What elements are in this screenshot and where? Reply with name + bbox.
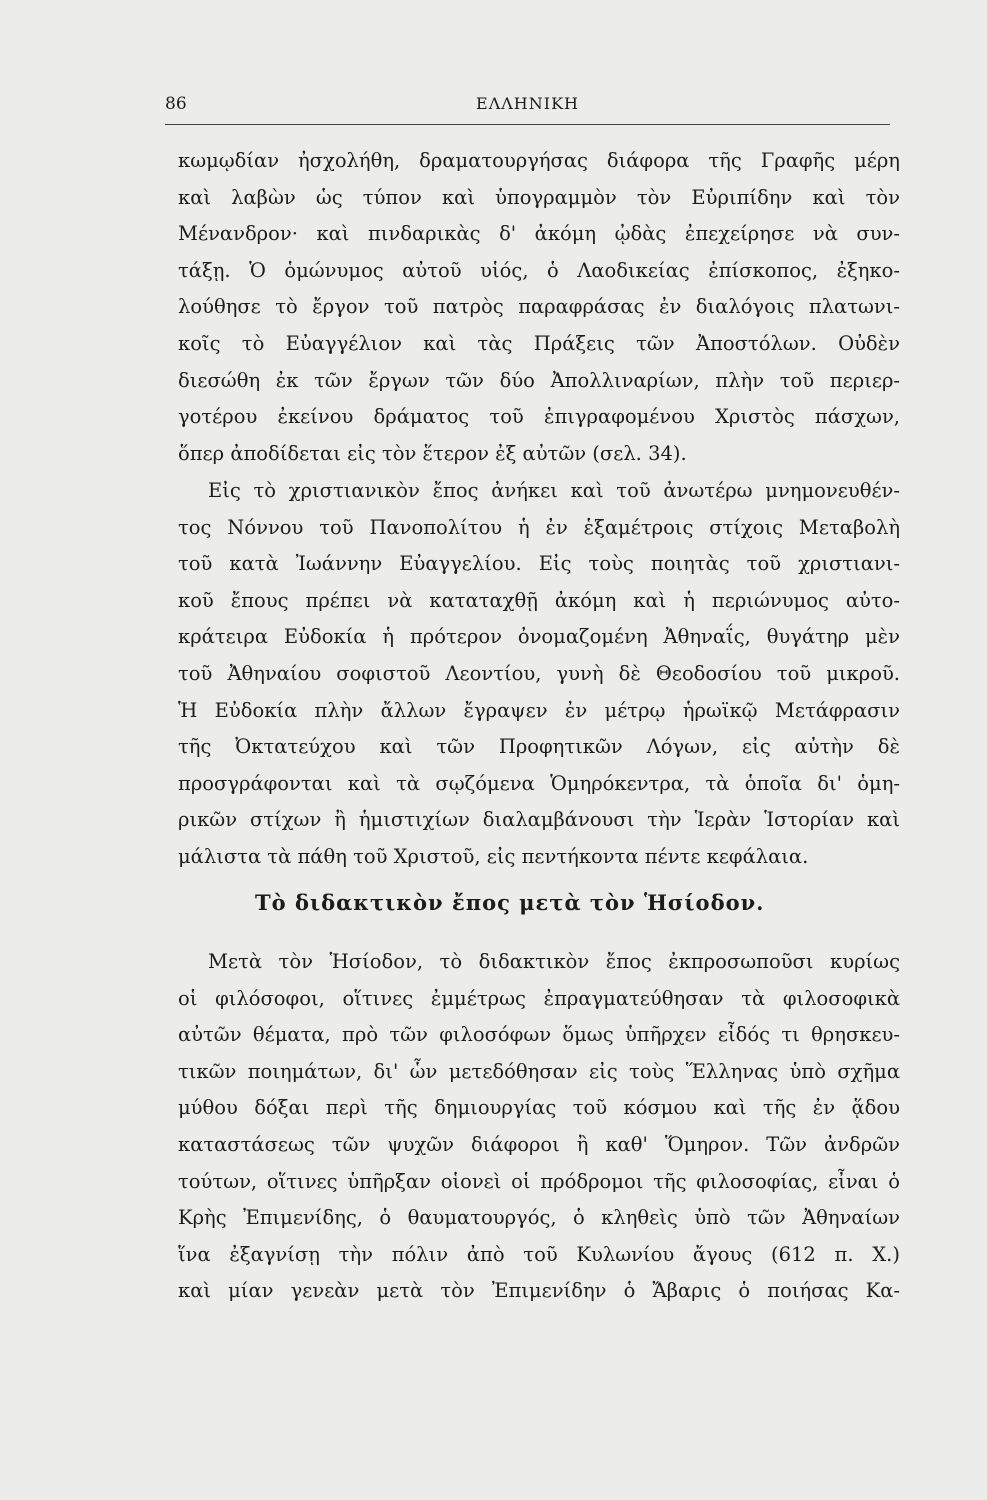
paragraph-one [178, 143, 900, 472]
paragraph-three [178, 944, 900, 1310]
text-line: τος Νόννου τοῦ Πανοπολίτου ἡ ἐν ἑξαμέτροις στίχοις Μεταβολὴ [178, 515, 900, 539]
text-line: προσγράφονται καὶ τὰ σῳζόμενα Ὁμηρόκεντρα, τὰ ὁποῖα δι' ὁμη- [178, 771, 900, 795]
text-line: κοῦ ἔπους πρέπει νὰ καταταχθῇ ἀκόμη καὶ ἡ περιώνυμος αὐτο- [178, 588, 900, 612]
text-line: Μετὰ τὸν Ἡσίοδον, τὸ διδακτικὸν ἔπος ἐκπροσωποῦσι κυρίως [208, 950, 900, 973]
text-line: τούτων, οἵτινες ὑπῆρξαν οἱονεὶ οἱ πρόδρομοι τῆς φιλοσοφίας, εἶναι ὁ [178, 1169, 900, 1193]
text-line: καὶ λαβὼν ὡς τύπον καὶ ὑπογραμμὸν τὸν Εὐριπίδην καὶ τὸν [178, 185, 900, 209]
section-heading: Τὸ διδακτικὸν ἔπος μετὰ τὸν Ἡσίοδον. [255, 890, 765, 915]
page-number: 86 [165, 94, 187, 114]
header-rule [165, 124, 890, 125]
text-line: μύθου δόξαι περὶ τῆς δημιουργίας τοῦ κόσμου καὶ τῆς ἐν ᾅδου [178, 1096, 900, 1120]
text-line: κοῖς τὸ Εὐαγγέλιον καὶ τὰς Πράξεις τῶν Ἀποστόλων. Οὐδὲν [178, 331, 900, 355]
text-line: τοῦ κατὰ Ἰωάννην Εὐαγγελίου. Εἰς τοὺς ποιητὰς τοῦ χριστιανι- [178, 552, 900, 576]
text-line: τικῶν ποιημάτων, δι' ὧν μετεδόθησαν εἰς τοὺς Ἕλληνας ὑπὸ σχῆμα [178, 1059, 900, 1083]
text-line: Κρὴς Ἐπιμενίδης, ὁ θαυματουργός, ὁ κληθεὶς ὑπὸ τῶν Ἀθηναίων [178, 1206, 900, 1230]
text-line: τάξῃ. Ὁ ὁμώνυμος αὐτοῦ υἱός, ὁ Λαοδικείας ἐπίσκοπος, ἐξηκο- [178, 258, 900, 282]
text-line: τοῦ Ἀθηναίου σοφιστοῦ Λεοντίου, γυνὴ δὲ Θεοδοσίου τοῦ μικροῦ. [178, 661, 900, 685]
text-line: γοτέρου ἐκείνου δράματος τοῦ ἐπιγραφομένου Χριστὸς πάσχων, [178, 405, 900, 429]
text-line: αὐτῶν θέματα, πρὸ τῶν φιλοσόφων ὅμως ὑπῆρχεν εἶδός τι θρησκευ- [178, 1023, 900, 1047]
text-line: μάλιστα τὰ πάθη τοῦ Χριστοῦ, εἰς πεντήκοντα πέντε κεφάλαια. [178, 844, 809, 868]
text-line: καταστάσεως τῶν ψυχῶν διάφοροι ἢ καθ' Ὅμηρον. Τῶν ἀνδρῶν [178, 1132, 900, 1156]
text-line: ἵνα ἐξαγνίσῃ τὴν πόλιν ἀπὸ τοῦ Κυλωνίου ἄγους (612 π. Χ.) [178, 1242, 900, 1266]
text-line: κωμῳδίαν ἠσχολήθη, δραματουργήσας διάφορα τῆς Γραφῆς μέρη [178, 149, 900, 172]
text-line: ὅπερ ἀποδίδεται εἰς τὸν ἕτερον ἐξ αὐτῶν (σελ. 34). [178, 441, 687, 465]
text-line: Ἡ Εὐδοκία πλὴν ἄλλων ἔγραψεν ἐν μέτρῳ ἡρωϊκῷ Μετάφρασιν [178, 698, 900, 722]
text-line: οἱ φιλόσοφοι, οἵτινες ἐμμέτρως ἐπραγματεύθησαν τὰ φιλοσοφικὰ [178, 986, 900, 1010]
text-line: λούθησε τὸ ἔργον τοῦ πατρὸς παραφράσας ἐν διαλόγοις πλατωνι- [178, 295, 900, 319]
page-header [165, 94, 890, 120]
text-line: τῆς Ὀκτατεύχου καὶ τῶν Προφητικῶν Λόγων, εἰς αὐτὴν δὲ [178, 735, 900, 759]
text-line: ρικῶν στίχων ἢ ἡμιστιχίων διαλαμβάνουσι τὴν Ἱερὰν Ἱστορίαν καὶ [178, 808, 900, 832]
paragraph-two [178, 473, 900, 876]
text-line: Μένανδρον· καὶ πινδαρικὰς δ' ἀκόμη ᾠδὰς ἐπεχείρησε νὰ συν- [178, 222, 900, 246]
text-line: κράτειρα Εὐδοκία ἡ πρότερον ὀνομαζομένη Ἀθηναΐς, θυγάτηρ μὲν [178, 625, 900, 649]
text-line: διεσώθη ἐκ τῶν ἔργων τῶν δύο Ἀπολλιναρίων, πλὴν τοῦ περιερ- [178, 368, 900, 392]
text-line: καὶ μίαν γενεὰν μετὰ τὸν Ἐπιμενίδην ὁ Ἄβαρις ὁ ποιήσας Κα- [178, 1279, 900, 1303]
text-line: Εἰς τὸ χριστιανικὸν ἔπος ἀνήκει καὶ τοῦ ἀνωτέρω μνημονευθέν- [208, 479, 900, 502]
running-title: ΕΛΛΗΝΙΚΗ [476, 94, 579, 113]
